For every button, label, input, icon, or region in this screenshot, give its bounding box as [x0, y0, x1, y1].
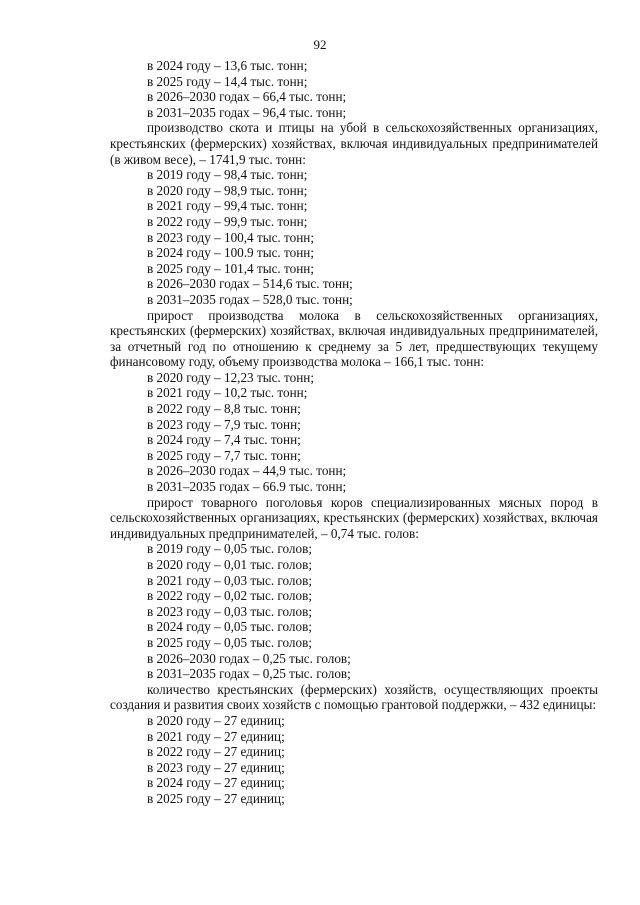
paragraph-livestock-slaughter: производство скота и птицы на убой в сельскохозяйственных организациях, крестьянских (фермерских) хозяйствах, включая индивидуальных предпринимателей (в живом весе), – 1741,9 тыс. тонн: — [110, 120, 598, 167]
list-item: в 2026–2030 годах – 44,9 тыс. тонн; — [147, 463, 347, 479]
list-item: в 2025 году – 27 единиц; — [147, 790, 285, 806]
list-item: в 2020 году – 27 единиц; — [147, 712, 285, 728]
list-item: в 2020 году – 98,9 тыс. тонн; — [147, 182, 308, 198]
list-item: в 2021 году – 0,03 тыс. голов; — [147, 572, 312, 588]
list-item: в 2022 году – 27 единиц; — [147, 744, 285, 760]
list-item: в 2024 году – 27 единиц; — [147, 775, 285, 791]
list-item: в 2021 году – 99,4 тыс. тонн; — [147, 198, 308, 214]
list-item: в 2022 году – 8,8 тыс. тонн; — [147, 401, 301, 417]
list-item: в 2023 году – 27 единиц; — [147, 759, 285, 775]
list-item: в 2020 году – 0,01 тыс. голов; — [147, 557, 312, 572]
paragraph-milk-production: прирост производства молока в сельскохозяйственных организациях, крестьянских (фермерских) хозяйствах, включая индивидуальных предпринимателей, за отчетный год по отношению к среднему за 5 лет, предшествующих текущему финансовому году, объему производства молока – 166,1 тыс. тонн: — [110, 307, 598, 370]
list-item: в 2031–2035 годах – 96,4 тыс. тонн; — [147, 104, 347, 120]
list-item: в 2022 году – 99,9 тыс. тонн; — [147, 213, 308, 229]
list-item: в 2021 году – 27 единиц; — [147, 728, 285, 744]
page-body — [110, 58, 598, 807]
list-item: в 2026–2030 годах – 0,25 тыс. голов; — [147, 650, 351, 666]
list-item: в 2026–2030 годах – 66,4 тыс. тонн; — [147, 89, 347, 105]
list-item: в 2023 году – 0,03 тыс. голов; — [147, 603, 312, 619]
list-item: в 2023 году – 7,9 тыс. тонн; — [147, 416, 301, 432]
list-item: в 2025 году – 0,05 тыс. голов; — [147, 634, 312, 650]
list-item: в 2031–2035 годах – 0,25 тыс. голов; — [147, 666, 351, 682]
list-item: в 2031–2035 годах – 66.9 тыс. тонн; — [147, 479, 347, 495]
list-item: в 2031–2035 годах – 528,0 тыс. тонн; — [147, 291, 353, 307]
list-item: в 2025 году – 7,7 тыс. тонн; — [147, 447, 301, 463]
list-item: в 2020 году – 12,23 тыс. тонн; — [147, 369, 314, 385]
paragraph-beef-cattle: прирост товарного поголовья коров специализированных мясных пород в сельскохозяйственных организациях, крестьянских (фермерских) хозяйствах, включая индивидуальных предпринимателей, – 0,74 тыс. голов: — [110, 494, 598, 541]
list-item: в 2025 году – 101,4 тыс. тонн; — [147, 260, 314, 276]
list-item: в 2024 году – 100.9 тыс. тонн; — [147, 245, 314, 261]
list-item: в 2023 году – 100,4 тыс. тонн; — [147, 229, 314, 245]
list-item: в 2024 году – 13,6 тыс. тонн; — [147, 58, 308, 73]
list-item: в 2021 году – 10,2 тыс. тонн; — [147, 385, 308, 401]
list-item: в 2026–2030 годах – 514,6 тыс. тонн; — [147, 276, 353, 292]
page-number: 92 — [313, 37, 327, 52]
list-item: в 2024 году – 7,4 тыс. тонн; — [147, 432, 301, 448]
list-item: в 2019 году – 0,05 тыс. голов; — [147, 541, 312, 557]
list-item: в 2024 году – 0,05 тыс. голов; — [147, 619, 312, 635]
list-item: в 2025 году – 14,4 тыс. тонн; — [147, 73, 308, 89]
list-item: в 2019 году – 98,4 тыс. тонн; — [147, 167, 308, 183]
list-item: в 2022 году – 0,02 тыс. голов; — [147, 588, 312, 604]
paragraph-farm-grants: количество крестьянских (фермерских) хозяйств, осуществляющих проекты создания и развития своих хозяйств с помощью грантовой поддержки, – 432 единицы: — [110, 681, 598, 713]
